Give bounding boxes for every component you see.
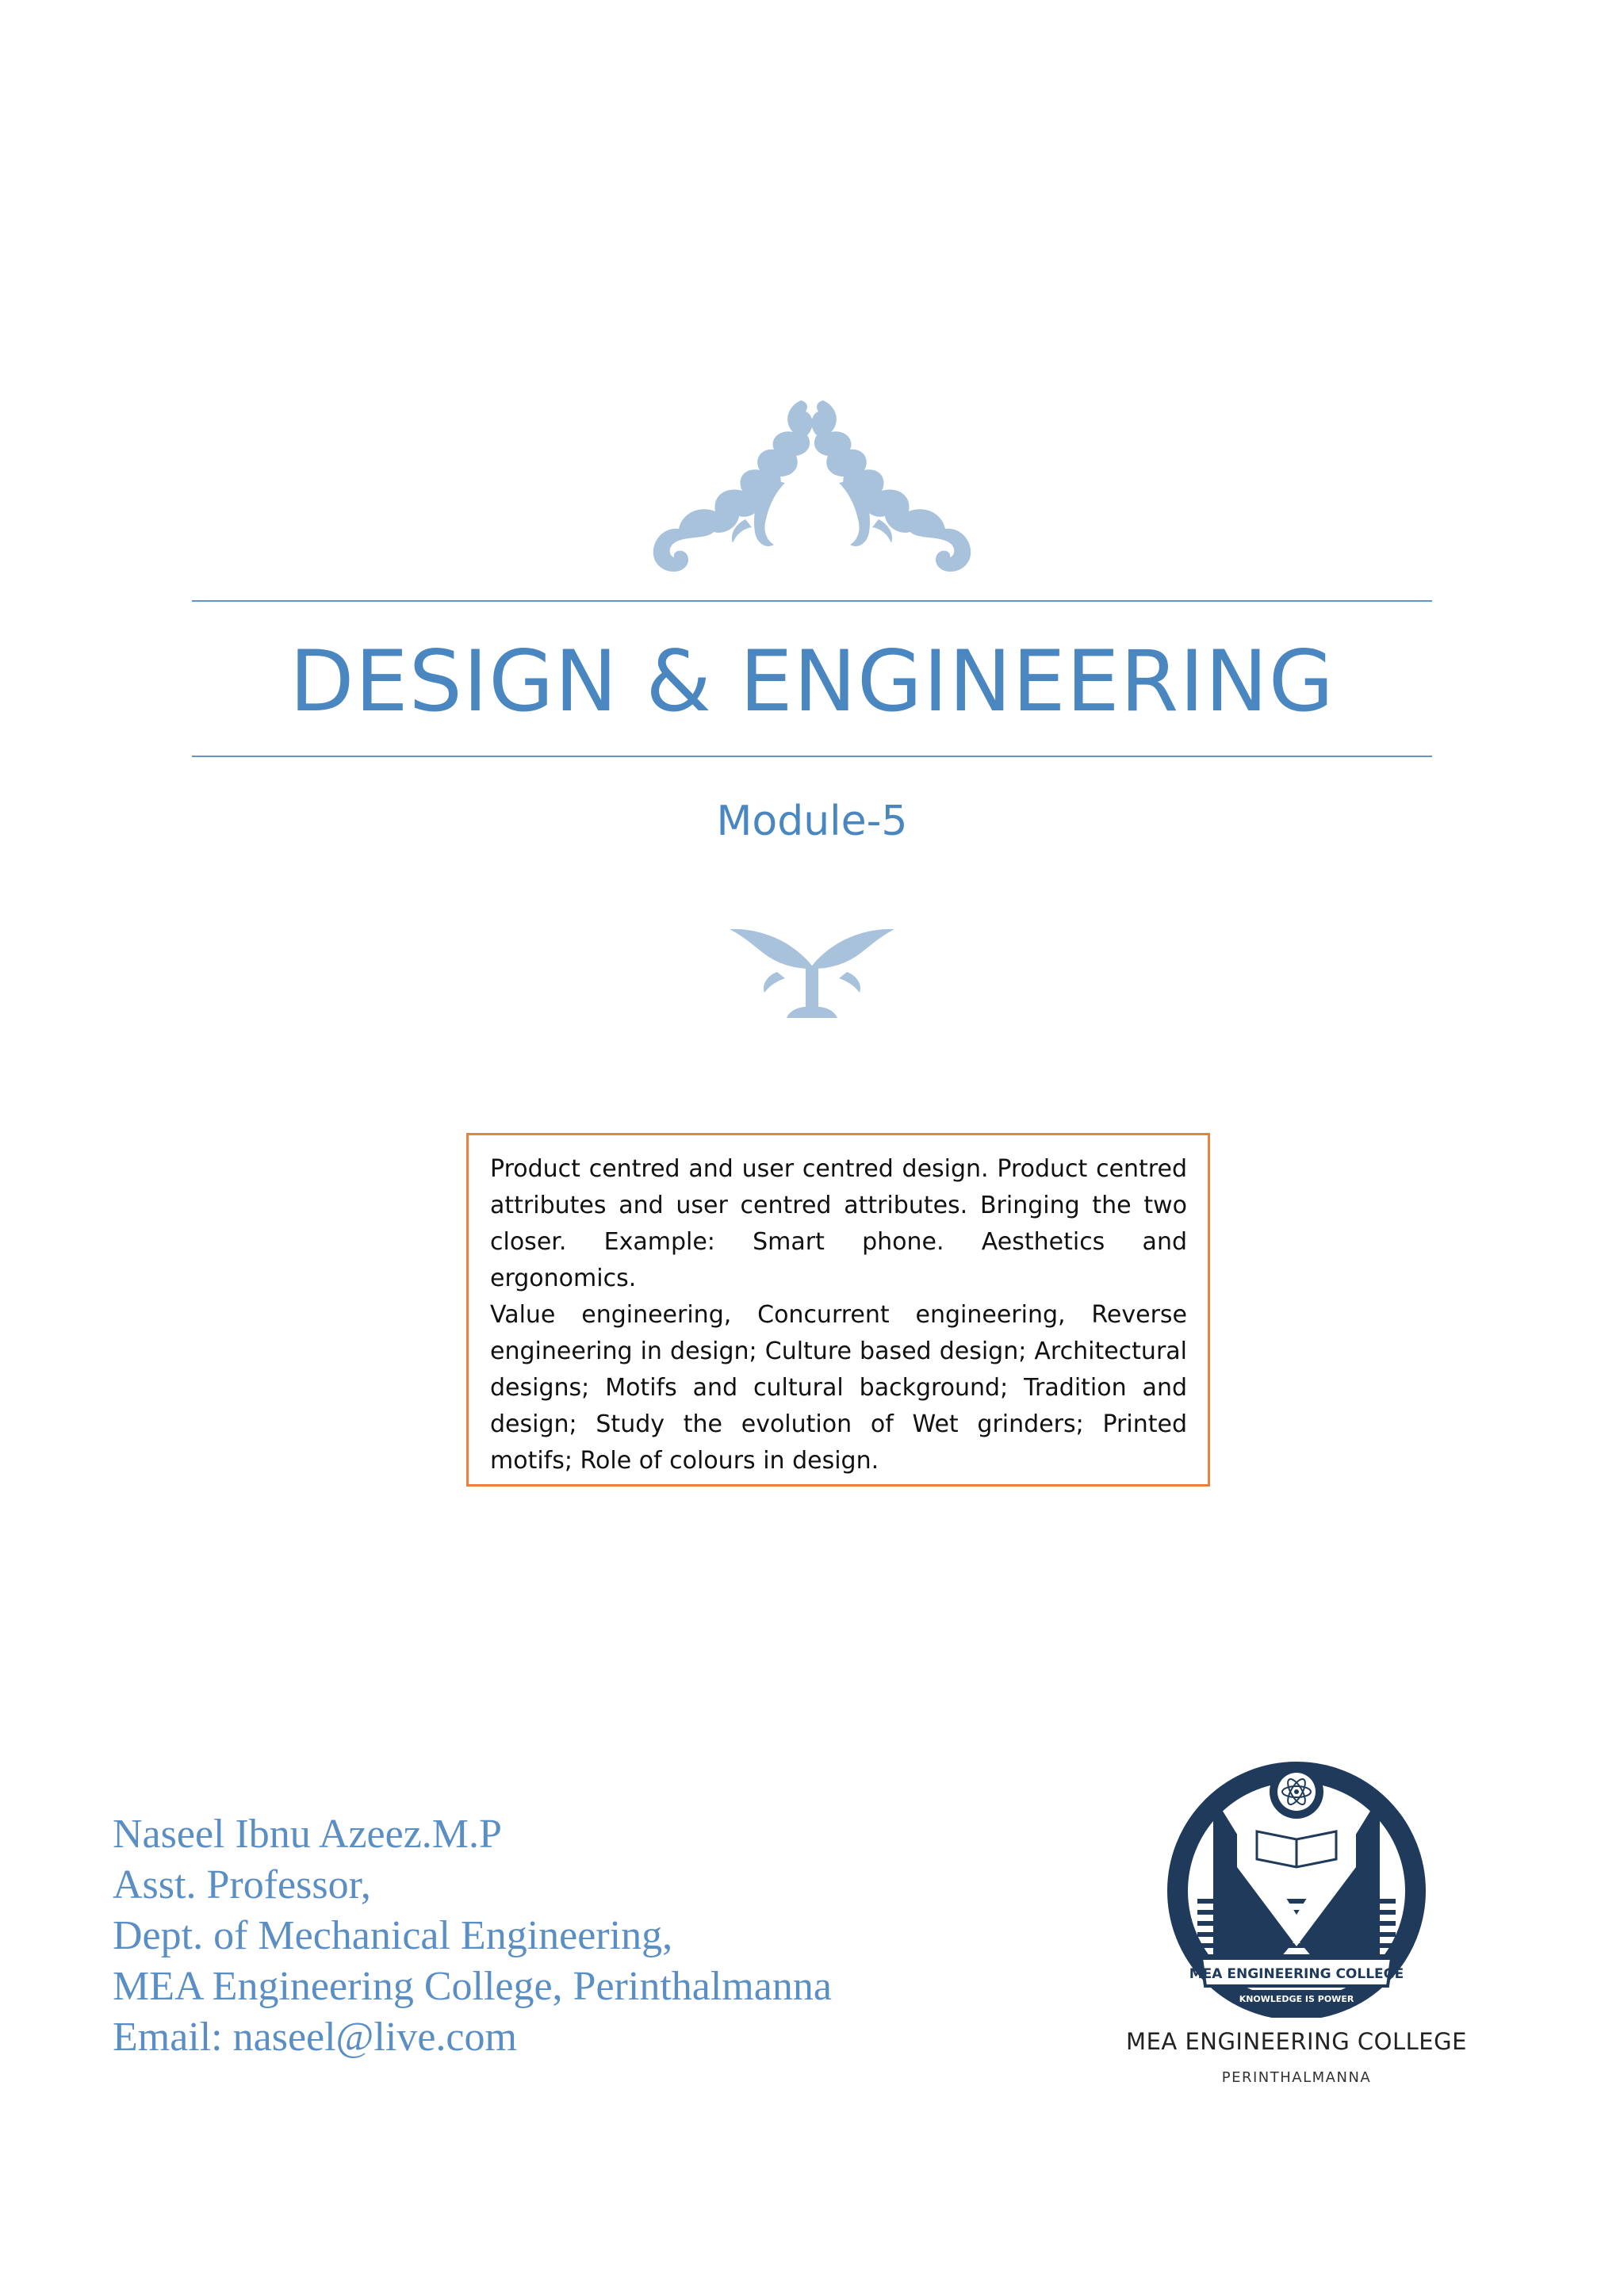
logo-motto: KNOWLEDGE IS POWER — [1239, 1994, 1354, 2004]
syllabus-paragraph: Value engineering, Concurrent engineering, Reverse engineering in design; Culture based design; Architectural designs; Motifs and cultural background; Tradition and design; Study the evolution of Wet grinders; Printed motifs; Role of colours in design. — [490, 1301, 1187, 1475]
syllabus-box — [466, 1133, 1210, 1487]
author-position: Asst. Professor, — [113, 1862, 371, 1908]
logo-ring-text: MEA ENGINEERING COLLEGE — [1189, 1966, 1404, 1982]
title-rule-bottom — [192, 756, 1432, 757]
author-block — [113, 1809, 1064, 2063]
floral-flourish-icon — [650, 400, 974, 573]
author-institution: MEA Engineering College, Perinthalmanna — [113, 1964, 832, 2009]
author-department: Dept. of Mechanical Engineering, — [113, 1913, 673, 1958]
college-place: PERINTHALMANNA — [1221, 2069, 1372, 2086]
document-title: DESIGN & ENGINEERING — [289, 633, 1335, 730]
syllabus-paragraph: Product centred and user centred design. Product centred attributes and user centred attributes. Bringing the two closer. Example: Smart phone. Aesthetics and ergonomics. — [490, 1155, 1187, 1292]
author-name: Naseel Ibnu Azeez.M.P — [113, 1812, 502, 1857]
document-subtitle: Module-5 — [716, 798, 908, 845]
college-crest-icon — [1166, 1748, 1427, 2018]
college-name: MEA ENGINEERING COLLEGE — [1126, 2028, 1467, 2055]
title-rule-top — [192, 600, 1432, 602]
author-email: Email: naseel@live.com — [113, 2015, 517, 2060]
leaf-ornament-icon — [730, 910, 894, 1021]
